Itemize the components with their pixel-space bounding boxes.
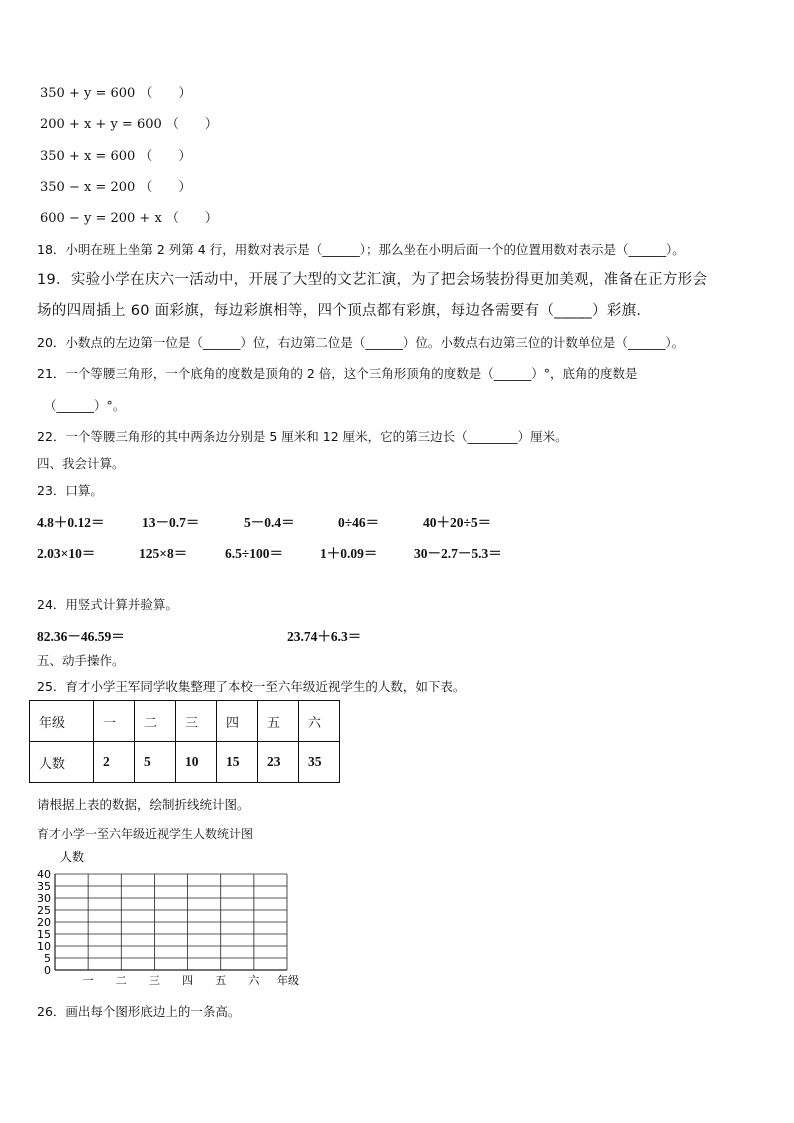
y-axis-label: 人数	[60, 850, 85, 864]
equation-row	[40, 207, 218, 226]
question-22: 22．一个等腰三角形的其中两条边分别是 5 厘米和 12 厘米，它的第三边长（________）厘米。	[37, 429, 568, 444]
x-tick-label: 三	[148, 974, 160, 987]
mental-calc-item: 30－2.7－5.3＝	[414, 546, 502, 561]
mental-calc-item: 125×8＝	[139, 546, 188, 561]
answer-blank[interactable]: （ ）	[139, 149, 192, 164]
x-tick-label: 六	[248, 974, 260, 987]
vertical-calc-item: 82.36－46.59＝	[37, 629, 125, 644]
mental-calc-item: 13－0.7＝	[142, 515, 200, 530]
chart-instruction: 请根据上表的数据，绘制折线统计图。	[37, 797, 250, 812]
equation-text: 350 + y = 600	[40, 86, 136, 101]
table-cell: 四	[217, 701, 258, 742]
mental-calc-item: 4.8＋0.12＝	[37, 515, 105, 530]
table-cell: 35	[299, 742, 340, 783]
table-header-cell: 年级	[30, 701, 94, 742]
table-header-cell: 人数	[30, 742, 94, 783]
y-tick-label: 35	[37, 880, 51, 893]
x-axis-label: 年级	[277, 974, 299, 987]
y-tick-label: 40	[37, 868, 51, 881]
question-19-line1: 19．实验小学在庆六一活动中，开展了大型的文艺汇演，为了把会场装扮得更加美观，准备在正方形会	[37, 272, 708, 288]
question-23: 23．口算。	[37, 483, 103, 498]
x-tick-label: 四	[182, 974, 194, 987]
equation-text: 350 + x = 600	[40, 149, 136, 164]
question-26: 26．画出每个图形底边上的一条高。	[37, 1004, 241, 1019]
mental-calc-item: 40＋20÷5＝	[423, 515, 492, 530]
question-19-line2: 场的四周插上 60 面彩旗，每边彩旗相等，四个顶点都有彩旗，每边各需要有（_____）彩旗．	[37, 303, 652, 319]
equation-row	[40, 113, 218, 132]
answer-blank[interactable]: （ ）	[139, 86, 192, 101]
answer-blank[interactable]: （ ）	[165, 117, 218, 132]
mental-calc-item: 2.03×10＝	[37, 546, 96, 561]
equation-text: 350 − x = 200	[40, 180, 136, 195]
mental-calc-item: 6.5÷100＝	[225, 546, 284, 561]
table-cell: 15	[217, 742, 258, 783]
mental-calc-item: 5－0.4＝	[244, 515, 295, 530]
y-tick-label: 0	[44, 964, 51, 977]
question-21-line1: 21．一个等腰三角形，一个底角的度数是顶角的 2 倍，这个三角形顶角的度数是（______）°，底角的度数是	[37, 366, 638, 381]
y-tick-label: 5	[44, 952, 51, 965]
equation-row	[40, 176, 191, 195]
question-20: 20．小数点的左边第一位是（______）位，右边第二位是（______）位。小数点右边第三位的计数单位是（______）。	[37, 335, 685, 350]
answer-blank[interactable]: （ ）	[139, 180, 192, 195]
table-cell: 23	[258, 742, 299, 783]
y-tick-label: 20	[37, 916, 51, 929]
x-tick-label: 二	[115, 974, 127, 987]
table-cell: 五	[258, 701, 299, 742]
table-cell: 5	[135, 742, 176, 783]
table-row	[30, 701, 340, 742]
table-cell: 二	[135, 701, 176, 742]
y-tick-label: 10	[37, 940, 51, 953]
y-tick-label: 25	[37, 904, 51, 917]
section-heading: 五、动手操作。	[37, 653, 125, 668]
answer-blank[interactable]: （ ）	[165, 211, 218, 226]
table-row	[30, 742, 340, 783]
equation-row	[40, 145, 191, 164]
y-tick-label: 30	[37, 892, 51, 905]
question-25: 25．育才小学王军同学收集整理了本校一至六年级近视学生的人数，如下表。	[37, 679, 466, 694]
mental-calc-item: 1＋0.09＝	[320, 546, 378, 561]
equation-text: 200 + x + y = 600	[40, 117, 162, 132]
vertical-calc-item: 23.74＋6.3＝	[287, 629, 362, 644]
table-cell: 一	[94, 701, 135, 742]
table-cell: 六	[299, 701, 340, 742]
y-tick-label: 15	[37, 928, 51, 941]
table-cell: 2	[94, 742, 135, 783]
section-heading: 四、我会计算。	[37, 456, 125, 471]
equation-text: 600 − y = 200 + x	[40, 211, 162, 226]
question-24: 24．用竖式计算并验算。	[37, 597, 178, 612]
table-cell: 10	[176, 742, 217, 783]
question-21-line2: （______）°。	[44, 398, 126, 413]
x-tick-label: 五	[215, 974, 227, 987]
data-table	[29, 700, 340, 783]
equation-row	[40, 82, 191, 101]
x-tick-label: 一	[82, 974, 94, 987]
question-18: 18．小明在班上坐第 2 列第 4 行，用数对表示是（______）；那么坐在小明后面一个的位置用数对表示是（______）。	[37, 242, 685, 257]
mental-calc-item: 0÷46＝	[338, 515, 380, 530]
chart-title: 育才小学一至六年级近视学生人数统计图	[37, 827, 254, 841]
line-chart-grid	[30, 846, 320, 991]
table-cell: 三	[176, 701, 217, 742]
